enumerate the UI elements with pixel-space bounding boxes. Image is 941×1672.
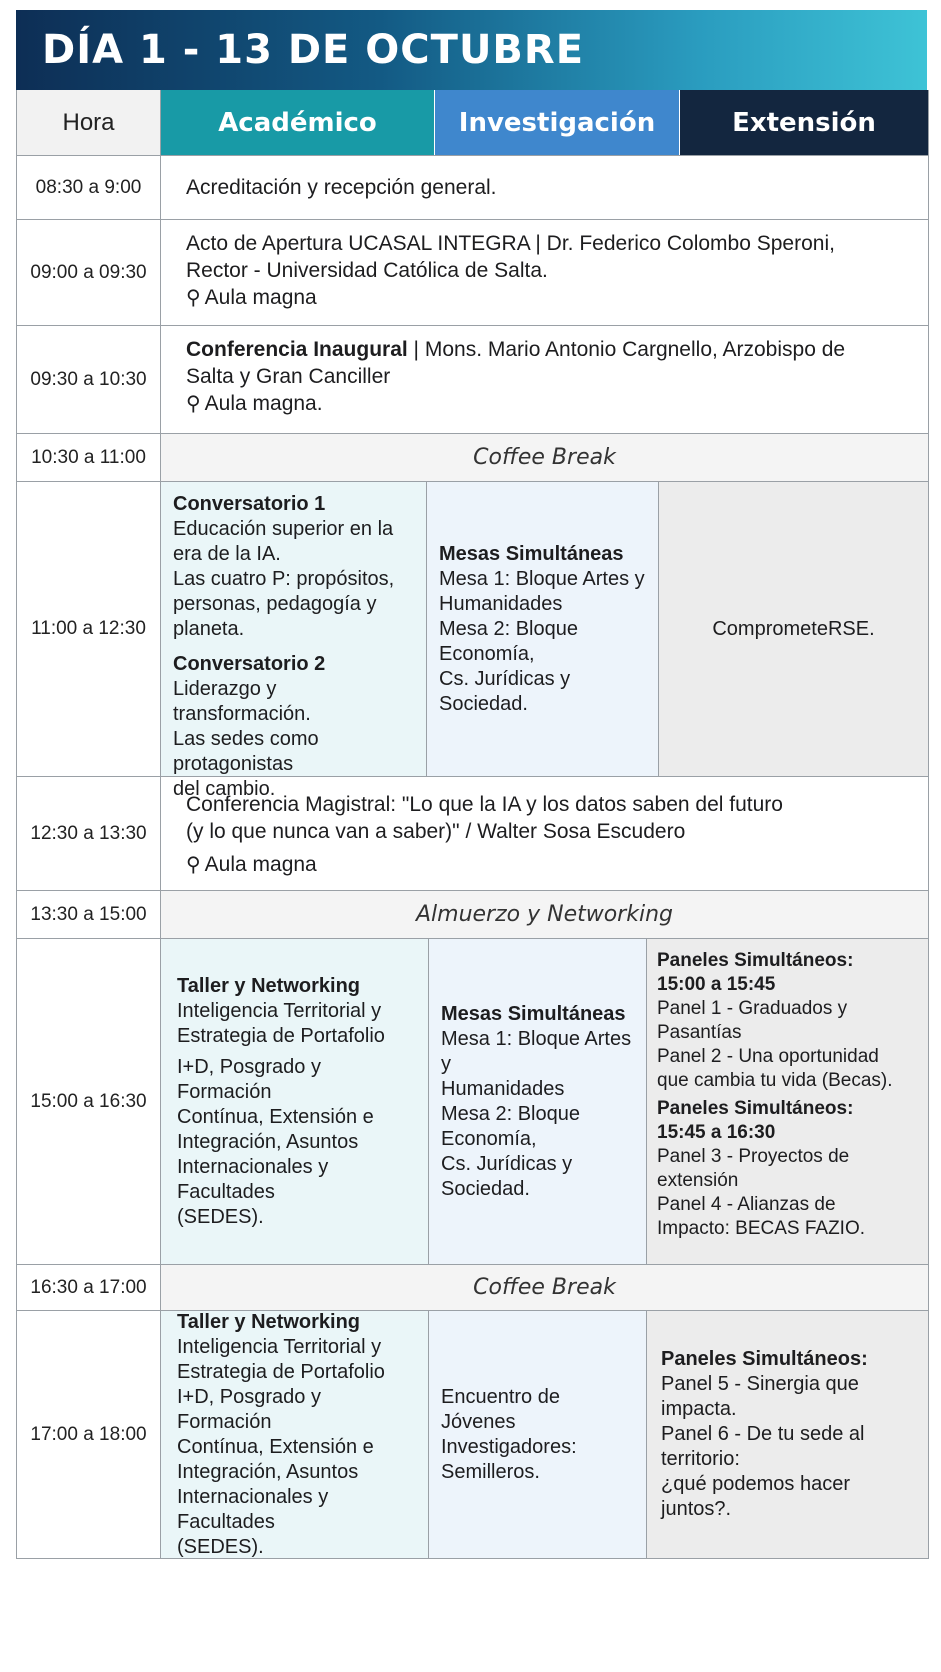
session-line: era de la IA. xyxy=(173,543,281,565)
table-row xyxy=(17,777,928,891)
session-title: Conversatorio 1 xyxy=(173,493,326,515)
session-line: Panel 2 - Una oportunidad xyxy=(657,1046,879,1067)
session-line: Inteligencia Territorial y xyxy=(177,1335,382,1358)
session-line: Las cuatro P: propósitos, xyxy=(173,568,395,590)
map-pin-icon: ⚲ xyxy=(186,287,201,309)
academico-cell xyxy=(161,939,429,1264)
session-line: Humanidades xyxy=(439,592,563,615)
extension-cell xyxy=(647,939,928,1264)
event-place: Aula magna. xyxy=(204,392,323,415)
event-subtitle: (y lo que nunca van a saber)" / Walter Sosa Escudero xyxy=(186,820,686,843)
header-hora: Hora xyxy=(17,90,161,155)
session-line: Mesa 2: Bloque Economía, xyxy=(441,1102,580,1150)
session-line: del cambio. xyxy=(173,778,276,800)
session-line: Integración, Asuntos xyxy=(177,1460,359,1483)
header-academico: Académico xyxy=(161,90,435,155)
session-line: Mesa 2: Bloque Economía, xyxy=(439,617,578,665)
session-line: I+D, Posgrado y Formación xyxy=(177,1385,321,1433)
investigacion-cell xyxy=(429,939,647,1264)
session-line: Las sedes como protagonistas xyxy=(173,728,319,775)
session-line: extensión xyxy=(657,1170,739,1191)
table-row xyxy=(17,939,928,1265)
table-row xyxy=(17,1265,928,1311)
time-cell: 10:30 a 11:00 xyxy=(17,434,161,481)
event-cell xyxy=(161,326,928,433)
session-title: ComprometeRSE. xyxy=(712,617,875,640)
session-line: juntos?. xyxy=(661,1498,732,1520)
session-line: (SEDES). xyxy=(177,1205,264,1228)
session-line: planeta. xyxy=(173,618,245,640)
table-row xyxy=(17,156,928,220)
extension-cell xyxy=(647,1311,928,1558)
session-time: 15:00 a 15:45 xyxy=(657,974,776,995)
time-cell: 08:30 a 9:00 xyxy=(17,156,161,219)
table-row xyxy=(17,220,928,326)
event-cell xyxy=(161,220,928,325)
time-cell: 12:30 a 13:30 xyxy=(17,777,161,890)
map-pin-icon: ⚲ xyxy=(186,393,201,415)
session-line: Contínua, Extensión e xyxy=(177,1105,374,1128)
session-line: I+D, Posgrado y Formación xyxy=(177,1055,321,1103)
investigacion-cell xyxy=(427,482,659,776)
session-line: Inteligencia Territorial y xyxy=(177,999,382,1022)
session-line: Internacionales y Facultades xyxy=(177,1485,329,1533)
session-line: Panel 4 - Alianzas de xyxy=(657,1194,836,1215)
session-title: Paneles Simultáneos: xyxy=(657,1098,854,1119)
session-line: Impacto: BECAS FAZIO. xyxy=(657,1218,866,1239)
session-line: Estrategia de Portafolio xyxy=(177,1360,385,1383)
session-time: 15:45 a 16:30 xyxy=(657,1122,776,1143)
time-cell: 17:00 a 18:00 xyxy=(17,1311,161,1558)
extension-cell xyxy=(659,482,928,776)
session-title: Paneles Simultáneos: xyxy=(661,1348,868,1370)
session-line: personas, pedagogía y xyxy=(173,593,377,615)
table-row xyxy=(17,1311,928,1559)
break-cell: Coffee Break xyxy=(161,434,928,481)
time-cell: 11:00 a 12:30 xyxy=(17,482,161,776)
table-row xyxy=(17,482,928,800)
table-header-row xyxy=(17,90,928,156)
event-subtitle: Rector - Universidad Católica de Salta. xyxy=(186,259,548,282)
session-line: Investigadores: xyxy=(441,1435,577,1458)
session-title: Mesas Simultáneas xyxy=(441,1002,626,1025)
session-line: Encuentro de Jóvenes xyxy=(441,1385,560,1433)
session-line: territorio: xyxy=(661,1448,740,1470)
event-cell xyxy=(161,156,928,219)
event-place: Aula magna xyxy=(204,286,317,309)
event-speaker: Dr. Federico Colombo Speroni, xyxy=(540,232,835,255)
header-investigacion: Investigación xyxy=(435,90,680,155)
session-line: Panel 5 - Sinergia que xyxy=(661,1373,859,1395)
session-title: Conversatorio 2 xyxy=(173,653,326,675)
session-line: impacta. xyxy=(661,1398,737,1420)
session-line: Cs. Jurídicas y Sociedad. xyxy=(439,667,571,715)
academico-cell xyxy=(161,482,427,800)
day-title-bar xyxy=(16,10,927,90)
session-line: Panel 6 - De tu sede al xyxy=(661,1423,865,1445)
table-row xyxy=(17,891,928,939)
session-line: Cs. Jurídicas y Sociedad. xyxy=(441,1152,573,1200)
session-line: Panel 1 - Graduados y xyxy=(657,998,848,1019)
event-text: Acreditación y recepción general. xyxy=(186,176,497,199)
table-row xyxy=(17,326,928,434)
session-line: Semilleros. xyxy=(441,1460,540,1483)
session-line: Liderazgo y transformación. xyxy=(173,678,311,725)
header-extension: Extensión xyxy=(680,90,928,155)
session-line: Educación superior en la xyxy=(173,518,394,540)
session-line: que cambia tu vida (Becas). xyxy=(657,1070,893,1091)
time-cell: 09:00 a 09:30 xyxy=(17,220,161,325)
session-line: (SEDES). xyxy=(177,1535,264,1558)
event-cell xyxy=(161,777,928,890)
time-cell: 09:30 a 10:30 xyxy=(17,326,161,433)
schedule-table xyxy=(16,90,929,1559)
session-title: Taller y Networking xyxy=(177,974,361,997)
event-speaker: | Mons. Mario Antonio Cargnello, Arzobispo de xyxy=(407,338,846,361)
event-place: Aula magna xyxy=(204,853,317,876)
time-cell: 15:00 a 16:30 xyxy=(17,939,161,1264)
session-title: Mesas Simultáneas xyxy=(439,542,624,565)
investigacion-cell xyxy=(429,1311,647,1558)
session-line: Contínua, Extensión e xyxy=(177,1435,374,1458)
session-line: ¿qué podemos hacer xyxy=(661,1473,851,1495)
session-line: Pasantías xyxy=(657,1022,742,1043)
time-cell: 13:30 a 15:00 xyxy=(17,891,161,938)
session-title: Taller y Networking xyxy=(177,1310,361,1333)
session-line: Integración, Asuntos xyxy=(177,1130,359,1153)
session-line: Humanidades xyxy=(441,1077,565,1100)
day-title: DÍA 1 - 13 DE OCTUBRE xyxy=(42,27,585,73)
event-subtitle: Salta y Gran Canciller xyxy=(186,365,391,388)
event-title: Acto de Apertura UCASAL INTEGRA | xyxy=(186,232,541,255)
academico-cell xyxy=(161,1311,429,1558)
break-cell: Almuerzo y Networking xyxy=(161,891,928,938)
event-title: Conferencia Magistral: "Lo que la IA y los datos saben del futuro xyxy=(186,793,783,816)
session-line: Mesa 1: Bloque Artes y xyxy=(441,1027,632,1075)
time-cell: 16:30 a 17:00 xyxy=(17,1265,161,1310)
session-title: Paneles Simultáneos: xyxy=(657,950,854,971)
session-line: Internacionales y Facultades xyxy=(177,1155,329,1203)
session-line: Panel 3 - Proyectos de xyxy=(657,1146,850,1167)
session-line: Estrategia de Portafolio xyxy=(177,1024,385,1047)
break-cell: Coffee Break xyxy=(161,1265,928,1310)
table-row xyxy=(17,434,928,482)
session-line: Mesa 1: Bloque Artes y xyxy=(439,567,645,590)
map-pin-icon: ⚲ xyxy=(186,854,201,876)
event-title: Conferencia Inaugural xyxy=(186,338,408,361)
